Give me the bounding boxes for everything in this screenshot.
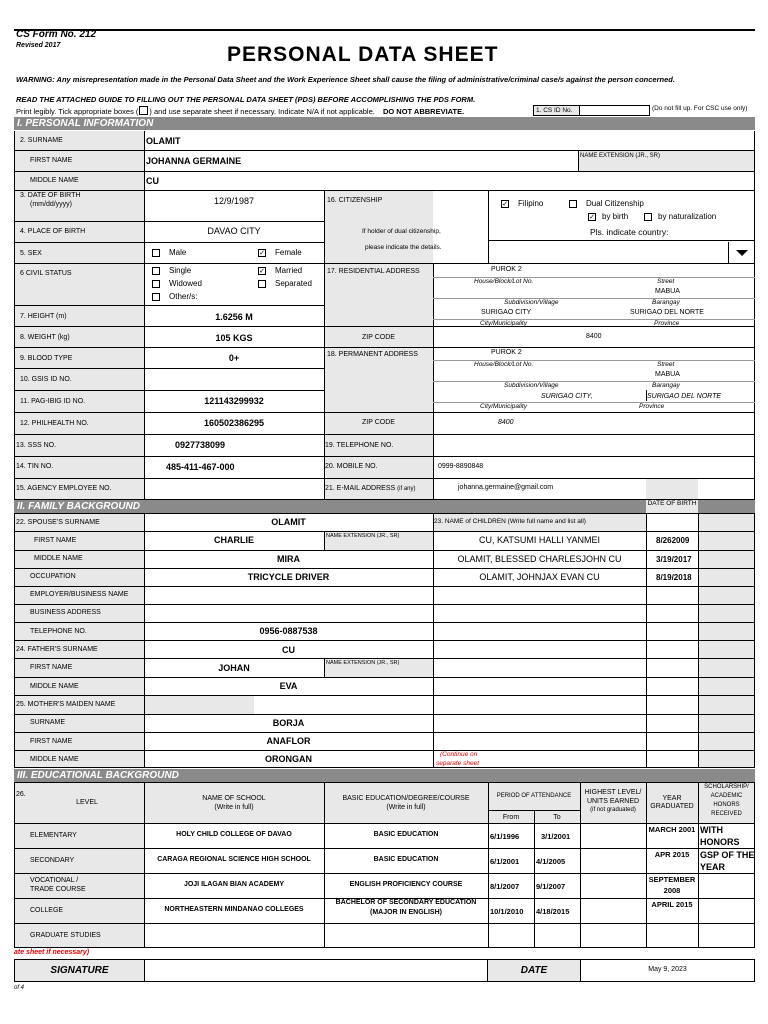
vocational-year: SEPTEMBER	[648, 875, 696, 884]
sss-label: 13. SSS NO.	[16, 442, 57, 449]
cs-id-note: (Do not fill up. For CSC use only)	[652, 105, 748, 112]
mobile-label: 20. MOBILE NO.	[325, 463, 378, 470]
secondary-to: 4/1/2005	[536, 857, 566, 866]
sex-label: 5. SEX	[20, 250, 42, 257]
college-year: APRIL 2015	[651, 900, 693, 909]
elementary-honors: WITH	[700, 825, 723, 835]
perm-street-caption: Street	[657, 361, 675, 368]
perm-zip-label: ZIP CODE	[362, 419, 395, 426]
graduated-header: GRADUATED	[650, 803, 694, 810]
father-name-ext-label: NAME EXTENSION (JR., SR)	[326, 660, 400, 666]
first-name-label: FIRST NAME	[30, 157, 73, 164]
male-label: Male	[169, 248, 187, 257]
dual-citizenship-checkbox[interactable]	[569, 200, 577, 208]
child-1-name: CU, KATSUMI HALLI YANMEI	[478, 535, 601, 545]
others-checkbox[interactable]	[152, 293, 160, 301]
perm-city-value: SURIGAO CITY,	[541, 393, 593, 400]
philhealth-label: 12. PHILHEALTH NO.	[20, 420, 89, 427]
widowed-label: Widowed	[169, 279, 202, 288]
barangay-caption: Barangay	[652, 299, 680, 306]
father-middle-name-value: EVA	[279, 681, 298, 691]
child-1-dob: 8/262009	[656, 536, 690, 545]
permanent-address-label: 18. PERMANENT ADDRESS	[327, 351, 418, 358]
children-label: 23. NAME of CHILDREN (Write full name and list all)	[434, 518, 586, 525]
female-label: Female	[275, 248, 302, 257]
province-caption: Province	[654, 320, 680, 327]
continue-note-2: separate sheet	[436, 760, 480, 767]
tin-label: 14. TIN NO.	[16, 463, 54, 470]
secondary-school: CARAGA REGIONAL SCIENCE HIGH SCHOOL	[157, 856, 311, 863]
school-subheader: (Write in full)	[214, 804, 254, 811]
house-lot-caption: House/Block/Lot No.	[474, 278, 534, 285]
honors-header-2: ACADEMIC	[710, 793, 743, 799]
surname-value: OLAMIT	[146, 136, 181, 146]
signature-field[interactable]	[144, 959, 488, 982]
family-header-fill	[698, 500, 755, 513]
mother-middle-name-label: MIDDLE NAME	[30, 756, 79, 763]
mother-surname-label: SURNAME	[30, 719, 66, 726]
pob-label: 4. PLACE OF BIRTH	[20, 228, 86, 235]
res-province-value: SURIGAO DEL NORTE	[630, 309, 704, 316]
year-header: YEAR	[662, 795, 682, 802]
vocational-to: 9/1/2007	[536, 882, 566, 891]
blood-type-value: 0+	[228, 353, 240, 363]
vocational-course: ENGLISH PROFICIENCY COURSE	[349, 881, 463, 888]
college-course: BACHELOR OF SECONDARY EDUCATION	[335, 899, 477, 906]
section-personal-info: I. PERSONAL INFORMATION	[14, 117, 755, 130]
weight-value: 105 KGS	[215, 333, 253, 343]
child-2-name: OLAMIT, BLESSED CHARLESJOHN CU	[457, 554, 622, 564]
elementary-year: MARCH 2001	[648, 825, 696, 834]
weight-label: 8. WEIGHT (kg)	[20, 334, 70, 341]
date-label: DATE	[488, 959, 580, 982]
period-header: PERIOD OF ATTENDANCE	[496, 793, 572, 799]
elementary-school: HOLY CHILD COLLEGE OF DAVAO	[176, 831, 292, 838]
secondary-from: 6/1/2001	[490, 857, 520, 866]
elementary-course: BASIC EDUCATION	[373, 831, 439, 838]
subdivision-caption: Subdivision/Village	[504, 299, 559, 306]
by-birth-label: by birth	[602, 212, 629, 221]
education-item-number: 26.	[16, 791, 26, 798]
tick-sample-icon	[139, 106, 148, 115]
college-course-2: (MAJOR IN ENGLISH)	[370, 909, 442, 916]
secondary-honors-2: YEAR	[700, 862, 726, 872]
highest-level-header: HIGHEST LEVEL/	[584, 789, 642, 796]
graduate-level: GRADUATE STUDIES	[30, 932, 101, 939]
mother-surname-value: BORJA	[272, 718, 305, 728]
secondary-year: APR 2015	[654, 850, 690, 859]
course-subheader: (Write in full)	[386, 804, 426, 811]
city-caption: City/Municipality	[480, 320, 527, 327]
dob-value: 12/9/1987	[213, 196, 255, 206]
mother-first-name-label: FIRST NAME	[30, 738, 73, 745]
civil-status-label: 6 CIVIL STATUS	[20, 270, 72, 277]
continue-note: (Continue on	[440, 751, 478, 758]
philhealth-value: 160502386295	[203, 418, 265, 428]
surname-label: 2. SURNAME	[20, 137, 63, 144]
not-graduated-header: (if not graduated)	[590, 807, 636, 813]
spouse-surname-label: 22. SPOUSE'S SURNAME	[16, 519, 100, 526]
from-header: From	[502, 814, 520, 821]
residential-address-label: 17. RESIDENTIAL ADDRESS	[327, 268, 420, 275]
male-checkbox[interactable]	[152, 249, 160, 257]
secondary-course: BASIC EDUCATION	[373, 856, 439, 863]
vocational-from: 8/1/2007	[490, 882, 520, 891]
gsis-label: 10. GSIS ID NO.	[20, 376, 72, 383]
mother-maiden-label: 25. MOTHER'S MAIDEN NAME	[16, 701, 116, 708]
section-family-background: II. FAMILY BACKGROUND	[14, 500, 647, 513]
filipino-label: Filipino	[518, 199, 544, 208]
mother-middle-name-value: ORONGAN	[265, 754, 312, 764]
single-checkbox[interactable]	[152, 267, 160, 275]
honors-header-1: SCHOLARSHIP/	[704, 784, 749, 790]
college-school: NORTHEASTERN MINDANAO COLLEGES	[164, 906, 304, 913]
business-address-label: BUSINESS ADDRESS	[30, 609, 101, 616]
employer-label: EMPLOYER/BUSINESS NAME	[30, 591, 129, 598]
school-header: NAME OF SCHOOL	[202, 795, 266, 802]
separated-label: Separated	[275, 279, 312, 288]
page-title: PERSONAL DATA SHEET	[227, 43, 499, 66]
child-2-dob: 3/19/2017	[656, 555, 692, 564]
father-first-name-value: JOHAN	[218, 663, 250, 673]
child-3-dob: 8/19/2018	[656, 573, 692, 582]
name-ext-label: NAME EXTENSION (JR., SR)	[580, 153, 661, 159]
college-to: 4/18/2015	[536, 907, 570, 916]
email-label: 21. E-MAIL ADDRESS (if any)	[325, 485, 416, 492]
vocational-year-2: 2008	[663, 886, 681, 895]
guide-text: READ THE ATTACHED GUIDE TO FILLING OUT THE PERSONAL DATA SHEET (PDS) BEFORE ACCOMPLISHING THE PDS FORM.	[16, 95, 476, 104]
spouse-first-name-value: CHARLIE	[214, 535, 254, 545]
spouse-telephone-value: 0956-0887538	[259, 626, 318, 636]
middle-name-label: MIDDLE NAME	[30, 177, 79, 184]
mobile-value: 0999-8890848	[438, 463, 484, 470]
father-middle-name-label: MIDDLE NAME	[30, 683, 79, 690]
honors-header-4: RECEIVED	[711, 811, 742, 817]
height-label: 7. HEIGHT (m)	[20, 313, 67, 320]
vocational-level: VOCATIONAL /	[30, 877, 79, 884]
to-header: To	[553, 814, 561, 821]
mother-first-name-value: ANAFLOR	[266, 736, 311, 746]
spouse-name-ext-label: NAME EXTENSION (JR., SR)	[326, 533, 400, 539]
by-naturalization-checkbox[interactable]	[644, 213, 652, 221]
form-number: CS Form No. 212	[16, 29, 97, 40]
country-dropdown-button[interactable]	[728, 242, 755, 263]
dual-citizenship-label: Dual Citizenship	[586, 199, 644, 208]
occupation-label: OCCUPATION	[30, 573, 76, 580]
signature-label: SIGNATURE	[14, 959, 144, 982]
res-house-value: PUROK 2	[491, 266, 522, 273]
perm-barangay-value: MABUA	[655, 371, 680, 378]
female-checkbox[interactable]: ✓	[259, 250, 265, 257]
separated-checkbox[interactable]	[258, 280, 266, 288]
telephone-label: 19. TELEPHONE NO.	[325, 442, 394, 449]
pagibig-value: 121143299932	[204, 396, 264, 406]
perm-zip-value: 8400	[498, 419, 514, 426]
dob-label: 3. DATE OF BIRTH	[20, 192, 81, 199]
child-dob-header: DATE OF BIRTH	[646, 500, 698, 513]
by-birth-checkbox[interactable]: ✓	[589, 214, 595, 221]
perm-subdivision-caption: Subdivision/Village	[504, 382, 559, 389]
father-first-name-label: FIRST NAME	[30, 664, 73, 671]
pagibig-label: 11. PAG-IBIG ID NO.	[20, 398, 86, 405]
elementary-to: 3/1/2001	[541, 832, 571, 841]
married-checkbox[interactable]: ✓	[259, 268, 265, 275]
elementary-honors-2: HONORS	[700, 837, 740, 847]
occupation-value: TRICYCLE DRIVER	[247, 572, 330, 582]
res-zip-value: 8400	[586, 333, 602, 340]
perm-house-value: PUROK 2	[491, 349, 522, 356]
date-value: May 9, 2023	[648, 966, 687, 973]
sss-value: 0927738099	[175, 440, 226, 450]
perm-barangay-caption: Barangay	[652, 382, 680, 389]
print-legibly-text: Print legibly. Tick appropriate boxes ( ) and use separate sheet if necessary. Indicate N/A if not applicable. DO NOT ABBREVIATE.	[16, 107, 465, 116]
street-caption: Street	[657, 278, 675, 285]
spouse-middle-name-value: MIRA	[277, 554, 300, 564]
dual-holder-note: If holder of dual citizenship,	[362, 228, 441, 235]
warning-text: WARNING: Any misrepresentation made in the Personal Data Sheet and the Work Experience Sheet shall cause the filing of administrative/criminal case/s against the person concerned.	[16, 75, 675, 84]
by-naturalization-label: by naturalization	[658, 212, 717, 221]
first-name-value: JOHANNA GERMAINE	[146, 156, 242, 166]
citizenship-label: 16. CITIZENSHIP	[327, 197, 383, 204]
level-header: LEVEL	[76, 799, 98, 806]
course-header: BASIC EDUCATION/DEGREE/COURSE	[342, 795, 470, 802]
chevron-down-icon	[729, 242, 756, 263]
child-3-name: OLAMIT, JOHNJAX EVAN CU	[479, 572, 600, 582]
single-label: Single	[169, 266, 192, 275]
perm-city-caption: City/Municipality	[480, 403, 527, 410]
secondary-honors: GSP OF THE	[700, 850, 755, 860]
trade-course-level: TRADE COURSE	[30, 886, 86, 893]
father-surname-value: CU	[282, 645, 295, 655]
spouse-middle-name-label: MIDDLE NAME	[34, 555, 83, 562]
page-number: of 4	[14, 985, 25, 991]
res-city-value: SURIGAO CITY	[481, 309, 532, 316]
perm-house-caption: House/Block/Lot No.	[474, 361, 534, 368]
res-barangay-value: MABUA	[655, 288, 680, 295]
spouse-surname-value: OLAMIT	[271, 517, 306, 527]
pob-value: DAVAO CITY	[207, 226, 261, 236]
spouse-first-name-label: FIRST NAME	[34, 537, 77, 544]
res-zip-label: ZIP CODE	[362, 334, 395, 341]
filipino-checkbox[interactable]: ✓	[502, 201, 508, 208]
height-value: 1.6256 M	[215, 312, 253, 322]
cs-id-label: 1. CS ID No.	[533, 105, 580, 116]
married-label: Married	[275, 266, 303, 275]
vocational-school: JOJI ILAGAN BIAN ACADEMY	[183, 881, 285, 888]
elementary-level: ELEMENTARY	[30, 832, 77, 839]
units-earned-header: UNITS EARNED	[586, 798, 640, 805]
blood-type-label: 9. BLOOD TYPE	[20, 355, 73, 362]
dob-format-label: (mm/dd/yyyy)	[30, 201, 72, 208]
revised-label: Revised 2017	[16, 42, 61, 49]
perm-province-value: SURIGAO DEL NORTE	[647, 393, 722, 400]
spouse-telephone-label: TELEPHONE NO.	[30, 628, 87, 635]
father-surname-label: 24. FATHER'S SURNAME	[16, 646, 98, 653]
section-educational-background: III. EDUCATIONAL BACKGROUND	[14, 769, 755, 782]
middle-name-value: CU	[146, 176, 159, 186]
agency-employee-label: 15. AGENCY EMPLOYEE NO.	[16, 485, 112, 492]
cs-id-field	[580, 105, 650, 116]
others-label: Other/s:	[169, 292, 198, 301]
college-from: 10/1/2010	[490, 907, 524, 916]
college-level: COLLEGE	[30, 907, 64, 914]
perm-province-caption: Province	[639, 403, 665, 410]
email-value: johanna.germaine@gmail.com	[458, 484, 554, 491]
elementary-from: 6/1/1996	[490, 832, 520, 841]
widowed-checkbox[interactable]	[152, 280, 160, 288]
tin-value: 485-411-467-000	[166, 462, 235, 472]
separate-sheet-note: ate sheet if necessary)	[14, 949, 90, 956]
secondary-level: SECONDARY	[30, 857, 75, 864]
honors-header-3: HONORS	[713, 802, 740, 808]
indicate-country-label: Pls. indicate country:	[590, 227, 669, 237]
dual-holder-note-2: please indicate the details.	[365, 244, 442, 251]
